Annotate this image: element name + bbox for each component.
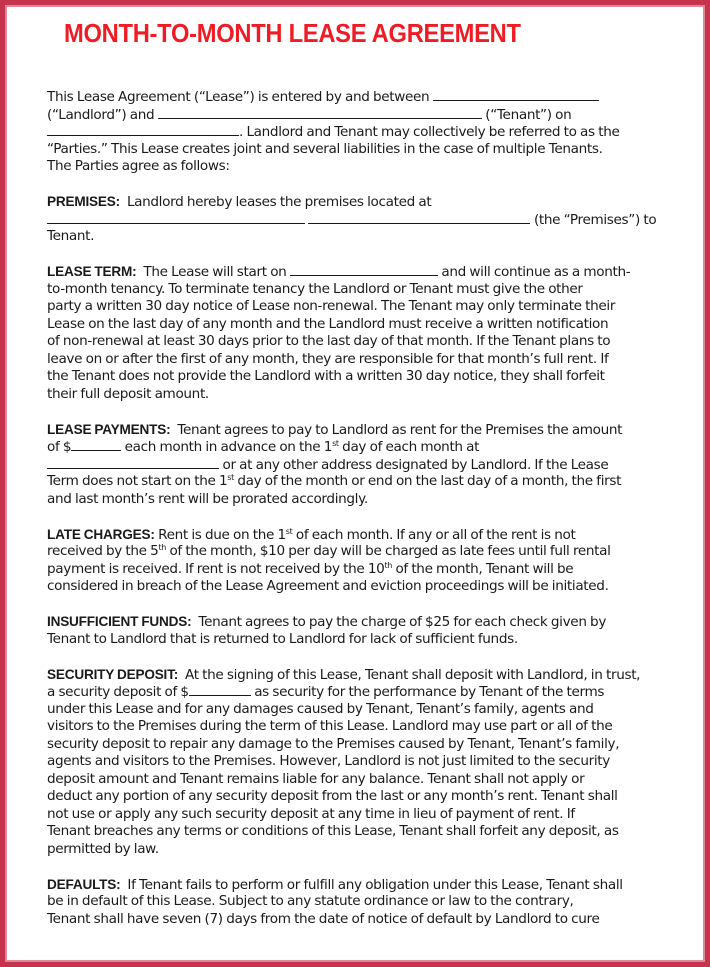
security-deposit-line: a security deposit of $ as security for the performance by Tenant of the terms xyxy=(47,684,605,700)
security-deposit-line: agents and visitors to the Premises. However, Landlord is not just limited to the security xyxy=(47,753,610,769)
payment-address-field[interactable] xyxy=(47,456,219,469)
lease-term-line: leave on or after the first of any month, they are responsible for that month’s full rent. If xyxy=(47,350,609,367)
lease-payments-line: LEASE PAYMENTS: Tenant agrees to pay to Landlord as rent for the Premises the amount xyxy=(47,421,623,438)
late-charges-line: payment is received. If rent is not received by the 10th of the month, Tenant will be xyxy=(47,560,574,577)
insufficient-funds-line: Tenant to Landlord that is returned to Landlord for lack of sufficient funds. xyxy=(47,630,518,647)
insufficient-funds-line: INSUFFICIENT FUNDS: Tenant agrees to pay the charge of $25 for each check given by xyxy=(47,614,607,630)
section-heading: INSUFFICIENT FUNDS: xyxy=(47,614,192,629)
lease-term-line: the Tenant does not provide the Landlord with a written 30 day notice, they shall forfeit xyxy=(47,368,605,384)
defaults-line: DEFAULTS: If Tenant fails to perform or fulfill any obligation under this Lease, Tenant shall xyxy=(47,876,623,893)
defaults-line: Tenant shall have seven (7) days from the date of notice of default by Landlord to cure xyxy=(47,910,600,927)
security-deposit-line: security deposit to repair any damage to the Premises caused by Tenant, Tenant’s family, xyxy=(47,735,620,752)
section-heading: LATE CHARGES: xyxy=(47,526,155,542)
section-heading: SECURITY DEPOSIT: xyxy=(47,666,179,682)
lease-payments-line: Term does not start on the 1st day of the month or end on the last day of a month, the first xyxy=(47,473,622,489)
lease-start-date-field[interactable] xyxy=(290,263,438,276)
document-title: MONTH-TO-MONTH LEASE AGREEMENT xyxy=(64,20,521,48)
security-deposit-line: visitors to the Premises during the term of this Lease. Landlord may use part or all of the xyxy=(47,718,613,734)
intro-line: (“Landlord”) and (“Tenant”) on xyxy=(47,106,572,123)
lease-term-line: of non-renewal at least 30 days prior to the last day of that month. If the Tenant plans to xyxy=(47,333,611,349)
security-deposit-line: Tenant breaches any terms or conditions of this Lease, Tenant shall forfeit any deposit, as xyxy=(47,823,619,839)
document-body xyxy=(47,88,672,928)
lease-term-line: to-month tenancy. To terminate tenancy the Landlord or Tenant must give the other xyxy=(47,280,583,297)
security-deposit-line: SECURITY DEPOSIT: At the signing of this Lease, Tenant shall deposit with Landlord, in trust, xyxy=(47,666,641,683)
premises-address-field[interactable] xyxy=(47,211,305,224)
section-heading: PREMISES: xyxy=(47,194,120,209)
security-deposit-line: under this Lease and for any damages caused by Tenant, Tenant’s family, agents and xyxy=(47,700,594,717)
intro-line: . Landlord and Tenant may collectively be referred to as the xyxy=(47,123,672,141)
late-charges-line: received by the 5th of the month, $10 per day will be charged as late fees until full rental xyxy=(47,543,611,559)
security-deposit-line: deduct any portion of any security deposit from the last or any month’s rent. Tenant shall xyxy=(47,788,618,804)
agreement-date-field[interactable] xyxy=(47,123,239,136)
security-deposit-line: not use or apply any such security deposit at any time in lieu of payment of rent. If xyxy=(47,805,575,822)
section-heading: LEASE PAYMENTS: xyxy=(47,421,171,437)
lease-payments-line: and last month’s rent will be prorated accordingly. xyxy=(47,490,368,507)
premises-line: (the “Premises”) to xyxy=(47,211,672,229)
section-heading: LEASE TERM: xyxy=(47,264,137,279)
intro-line: The Parties agree as follows: xyxy=(47,158,230,174)
lease-term-line: their full deposit amount. xyxy=(47,385,209,402)
lease-term-line: LEASE TERM: The Lease will start on and will continue as a month- xyxy=(47,264,631,280)
security-deposit-line: deposit amount and Tenant remains liable for any balance. Tenant shall not apply or xyxy=(47,770,585,787)
tenant-name-field[interactable] xyxy=(158,106,482,119)
intro-line: “Parties.” This Lease creates joint and several liabilities in the case of multiple Tenants. xyxy=(47,140,603,157)
landlord-name-field[interactable] xyxy=(433,88,599,101)
defaults-line: be in default of this Lease. Subject to any statute ordinance or law to the contrary, xyxy=(47,893,574,909)
late-charges-line: LATE CHARGES: Rent is due on the 1st of each month. If any or all of the rent is not xyxy=(47,526,576,543)
intro-line: This Lease Agreement (“Lease”) is entered by and between xyxy=(47,88,672,106)
lease-payments-line: or at any other address designated by Landlord. If the Lease xyxy=(47,456,672,474)
premises-address-field-2[interactable] xyxy=(308,211,530,224)
premises-line: PREMISES: Landlord hereby leases the premises located at xyxy=(47,194,432,210)
lease-payments-line: of $ each month in advance on the 1st day of each month at xyxy=(47,439,480,455)
late-charges-line: considered in breach of the Lease Agreement and eviction proceedings will be initiated. xyxy=(47,578,609,594)
premises-line: Tenant. xyxy=(47,228,95,244)
security-deposit-amount-field[interactable] xyxy=(189,683,251,696)
lease-term-line: Lease on the last day of any month and the Landlord must receive a written notification xyxy=(47,315,609,332)
lease-term-line: party a written 30 day notice of Lease non-renewal. The Tenant may only terminate their xyxy=(47,298,616,314)
security-deposit-line: permitted by law. xyxy=(47,840,159,857)
section-heading: DEFAULTS: xyxy=(47,876,121,892)
rent-amount-field[interactable] xyxy=(71,438,121,451)
